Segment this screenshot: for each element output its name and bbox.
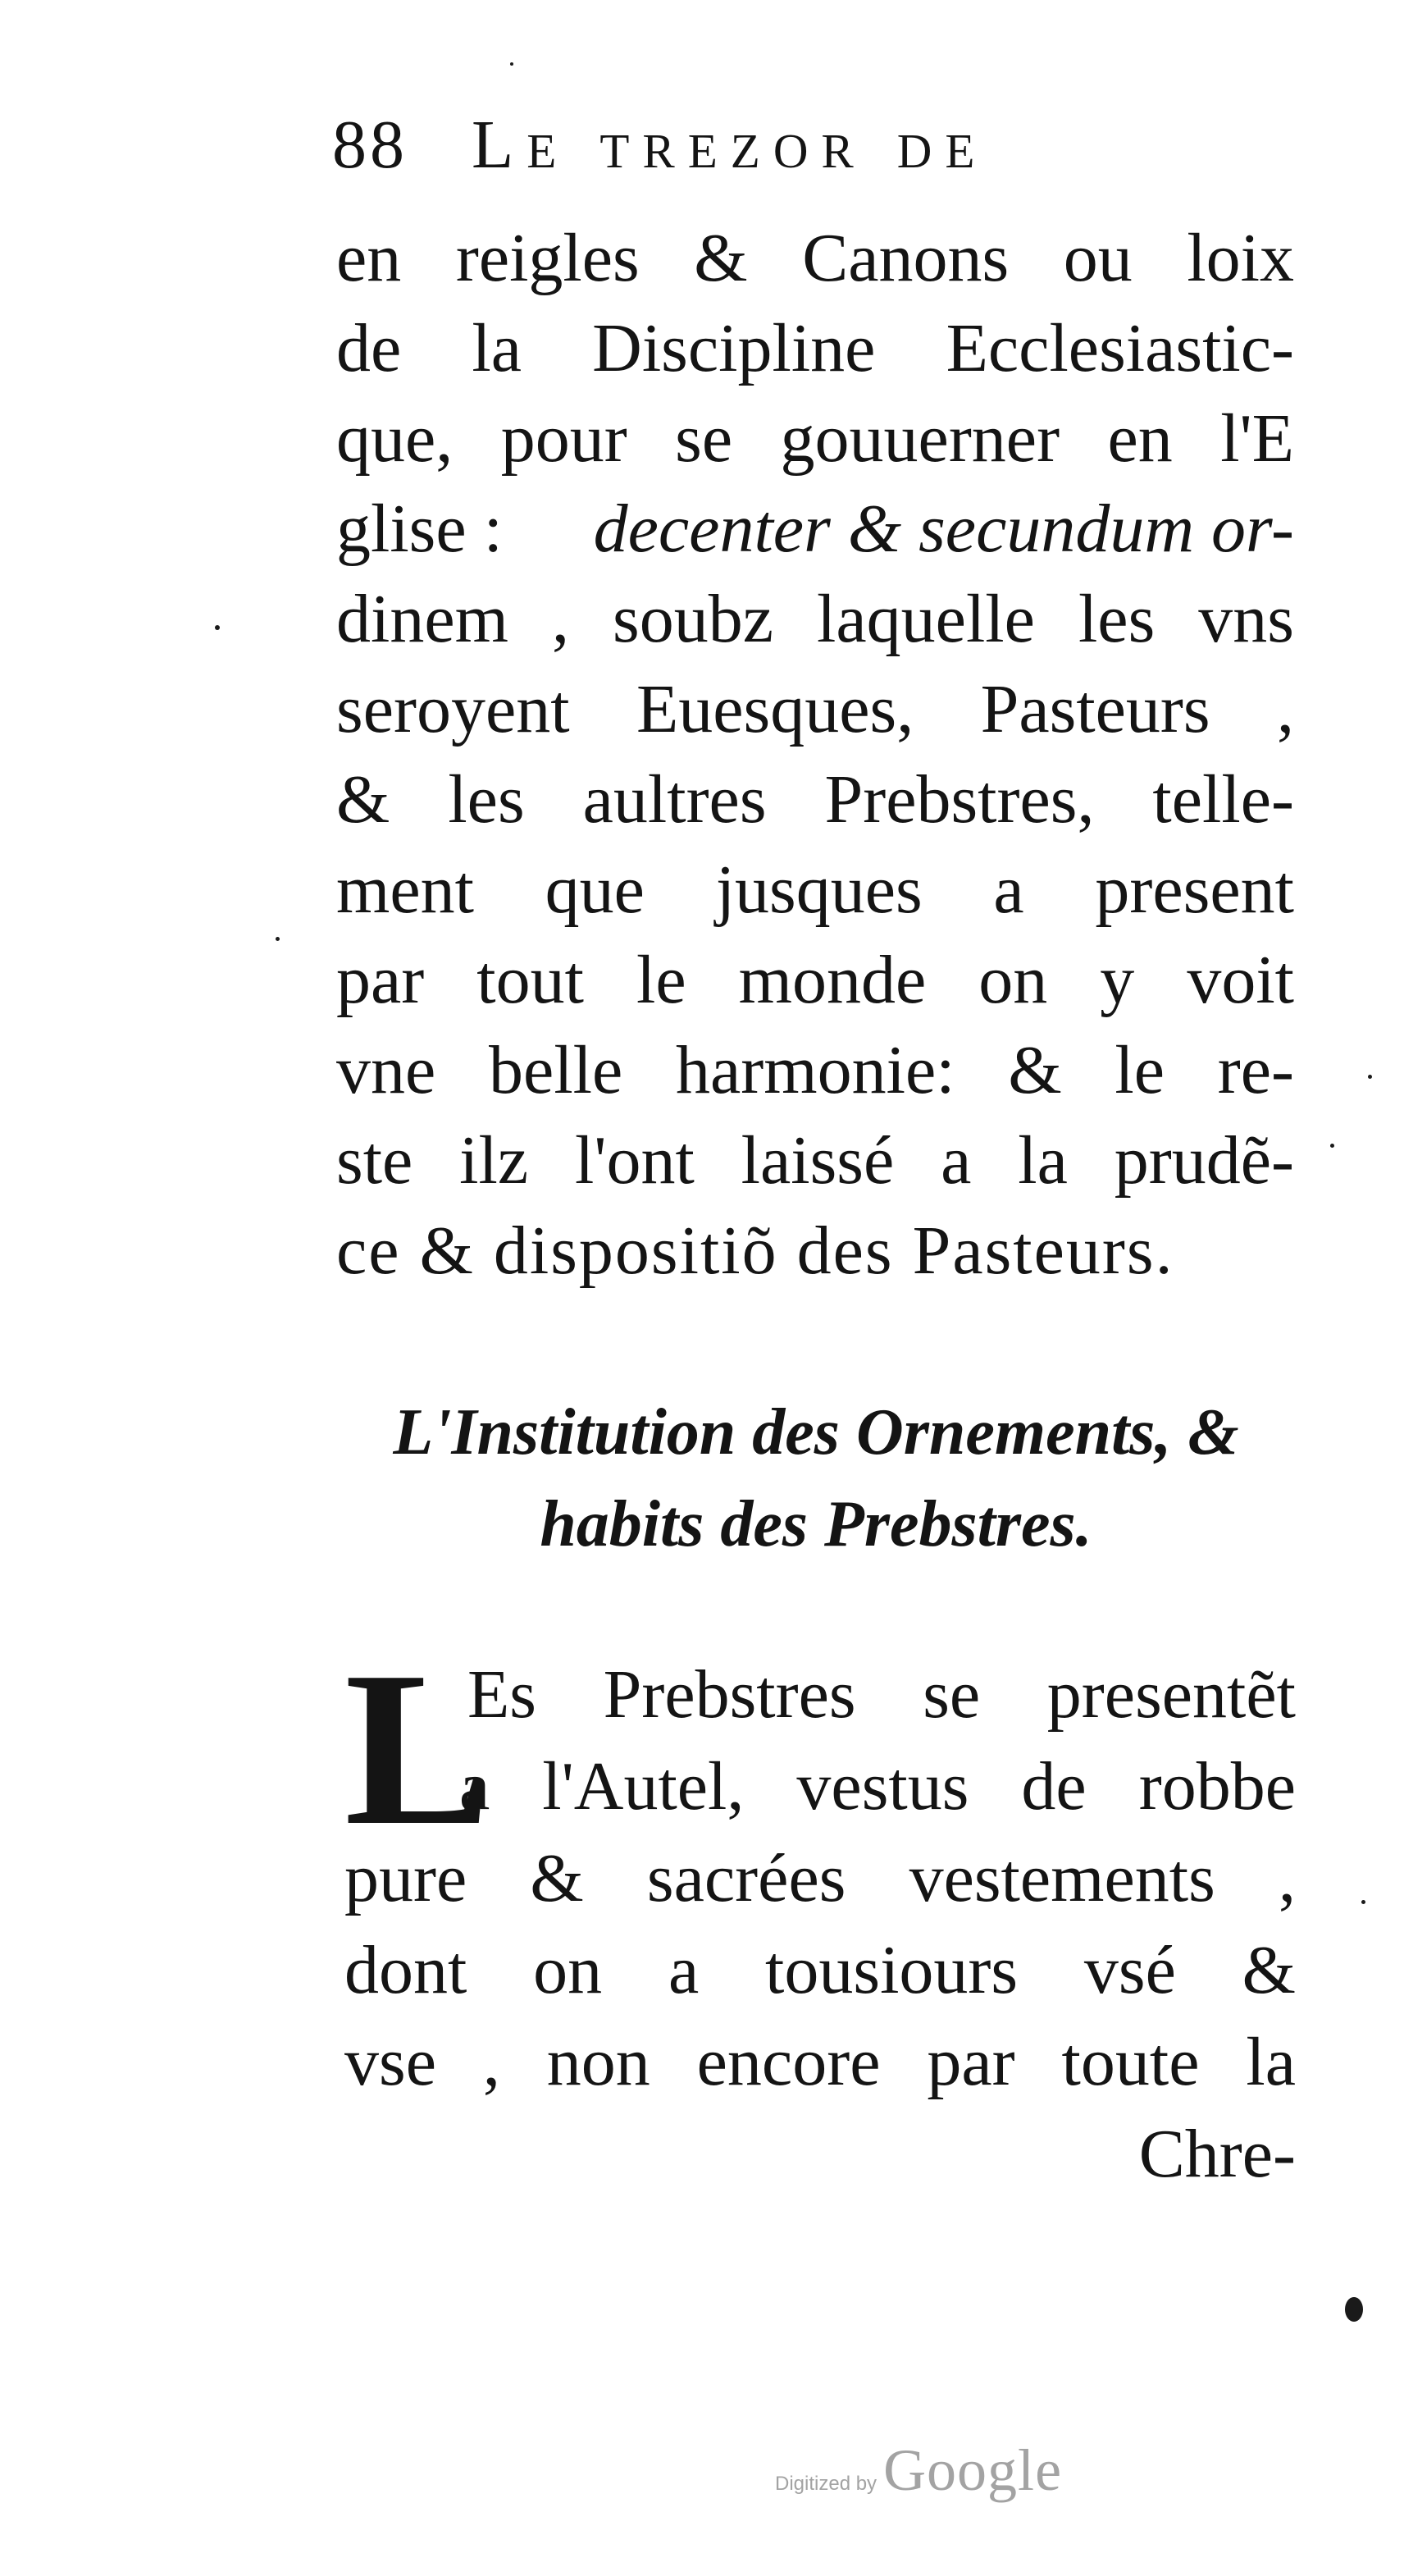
- text-line: Es Prebstres se presentẽt: [467, 1656, 1296, 1733]
- text-line: que, pour se gouuerner en l'E: [336, 400, 1294, 477]
- paragraph-2: [344, 1626, 1296, 2200]
- running-head: [332, 105, 987, 187]
- text-line: en reigles & Canons ou loix: [336, 220, 1294, 296]
- text-line: seroyent Euesques, Pasteurs ,: [336, 671, 1294, 747]
- text-line: ce & dispositiõ des Pasteurs.: [336, 1213, 1174, 1289]
- text-line-mixed: [336, 484, 1294, 574]
- ink-speck: [1345, 2297, 1363, 2322]
- catchword: Chre-: [1138, 2116, 1296, 2192]
- digitized-watermark: [775, 2437, 1062, 2505]
- paragraph-1: [336, 213, 1294, 1296]
- section-heading-line: L'Institution des Ornements, &: [393, 1396, 1239, 1468]
- text-line: dinem , soubz laquelle les vns: [336, 581, 1294, 657]
- drop-cap: L: [344, 1626, 493, 1871]
- ink-speck: [1368, 1075, 1372, 1079]
- ink-speck: [1361, 1900, 1365, 1904]
- text-line: a l'Autel, vestus de robbe: [459, 1748, 1296, 1825]
- ink-speck: [276, 937, 280, 941]
- google-logo: Google: [883, 2437, 1063, 2503]
- text-line: de la Discipline Ecclesiastic-: [336, 310, 1294, 386]
- text-line: pure & sacrées vestements ,: [344, 1840, 1296, 1916]
- text-line: vse , non encore par toute la: [344, 2024, 1296, 2100]
- text-italic-latin: decenter & secundum or-: [593, 491, 1294, 567]
- text-line: ste ilz l'ont laissé a la prudẽ-: [336, 1122, 1294, 1199]
- running-title: Le trezor de: [472, 107, 988, 183]
- text-line: par tout le monde on y voit: [336, 942, 1294, 1018]
- ink-speck: [215, 625, 220, 630]
- ink-speck: [1330, 1144, 1334, 1148]
- section-heading-line: habits des Prebstres.: [540, 1488, 1092, 1560]
- section-heading: [320, 1386, 1312, 1570]
- text-line: vne belle harmonie: & le re-: [336, 1032, 1294, 1108]
- ink-speck: [510, 62, 513, 66]
- page-number: 88: [332, 107, 408, 183]
- digitized-by-text: Digitized by: [775, 2473, 878, 2495]
- text-line: & les aultres Prebstres, telle-: [336, 761, 1294, 838]
- text-roman: glise :: [336, 491, 503, 567]
- text-line: ment que jusques a present: [336, 852, 1294, 928]
- text-line: dont on a tousiours vsé &: [344, 1932, 1296, 2008]
